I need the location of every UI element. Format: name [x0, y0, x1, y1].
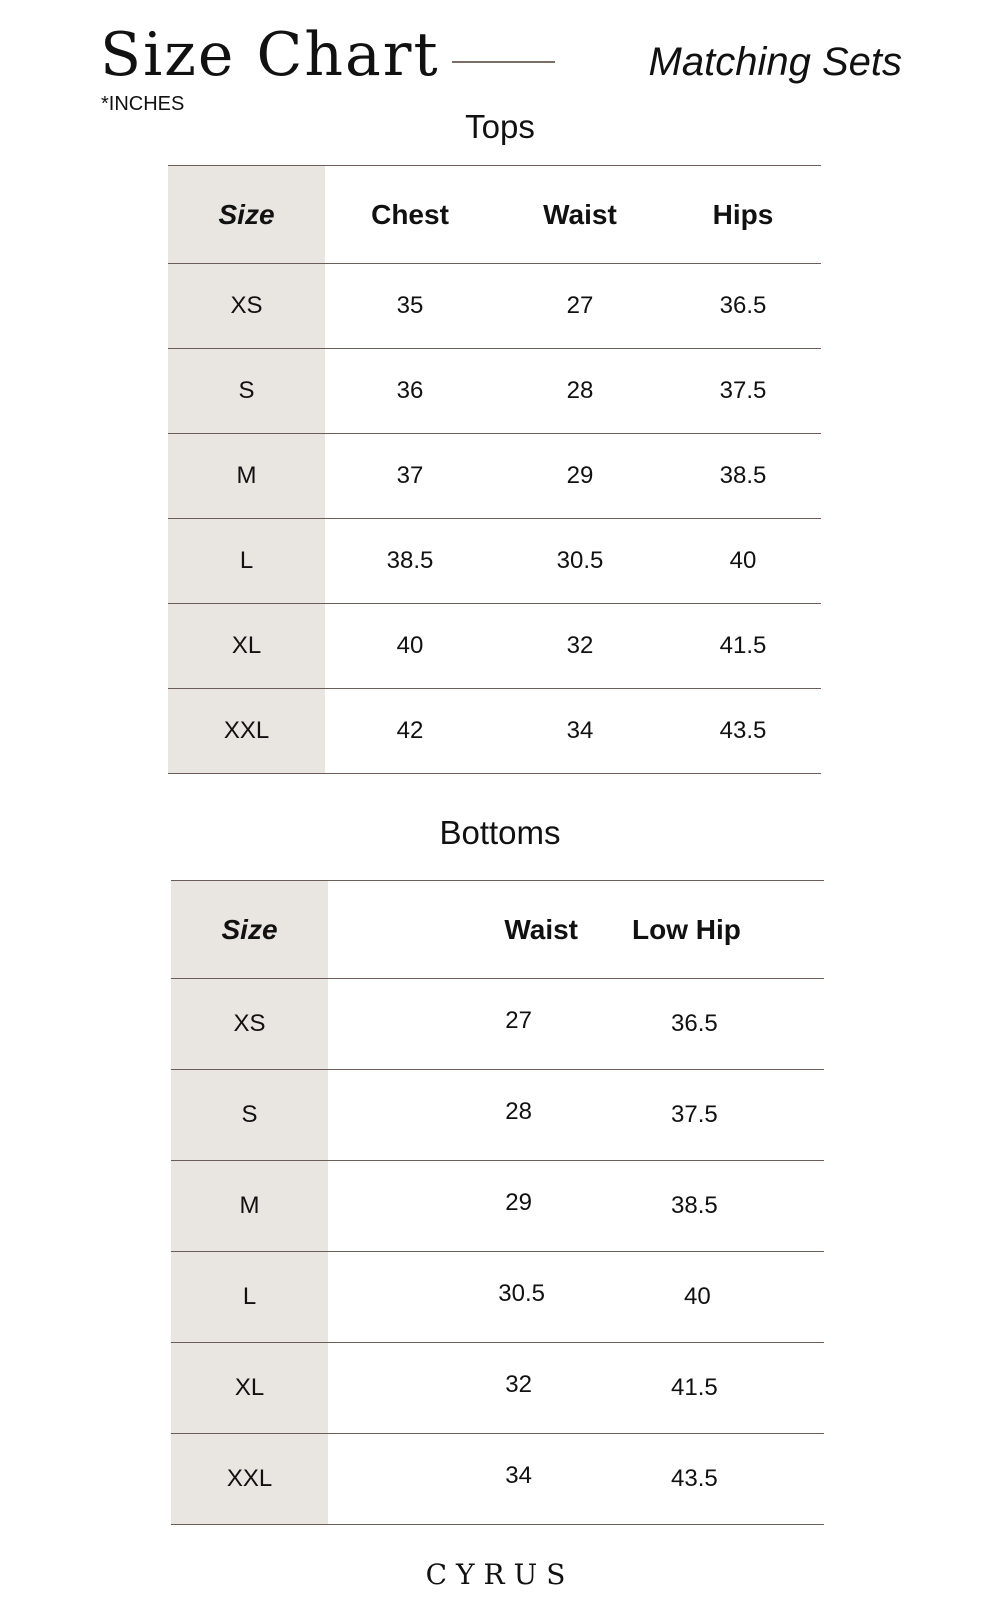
hips-cell: 43.5: [665, 689, 821, 774]
low-hip-cell: 40: [628, 1252, 824, 1343]
waist-cell: 30.5: [495, 519, 665, 604]
waist-cell: 34: [495, 689, 665, 774]
low-hip-cell: 41.5: [628, 1343, 824, 1434]
size-cell: S: [168, 349, 325, 434]
unit-note: *INCHES: [101, 93, 185, 115]
low-hip-cell: 36.5: [628, 979, 824, 1070]
table-row: [171, 1070, 824, 1161]
bottoms-size-table: [171, 880, 824, 1525]
table-row: [168, 264, 821, 349]
table-header-row: [171, 881, 824, 979]
waist-cell: 34: [328, 1434, 628, 1525]
column-header-waist: Waist: [495, 166, 665, 264]
table-row: [171, 1161, 824, 1252]
chest-cell: 42: [325, 689, 495, 774]
table-row: [168, 604, 821, 689]
table-row: [168, 349, 821, 434]
size-cell: L: [171, 1252, 328, 1343]
bottoms-section-title: Bottoms: [439, 814, 561, 851]
table-header-row: [168, 166, 821, 264]
column-header-waist: Waist: [328, 881, 628, 979]
size-cell: XL: [171, 1343, 328, 1434]
size-cell: L: [168, 519, 325, 604]
waist-cell: 30.5: [328, 1252, 628, 1343]
page-title: Size Chart: [100, 20, 440, 90]
low-hip-cell: 37.5: [628, 1070, 824, 1161]
brand-logo: CYRUS: [425, 1558, 575, 1591]
hips-cell: 36.5: [665, 264, 821, 349]
low-hip-cell: 38.5: [628, 1161, 824, 1252]
title-divider: [452, 61, 555, 63]
chest-cell: 36: [325, 349, 495, 434]
waist-cell: 27: [495, 264, 665, 349]
waist-cell: 27: [328, 979, 628, 1070]
column-header-size: Size: [168, 166, 325, 264]
waist-cell: 29: [328, 1161, 628, 1252]
waist-cell: 29: [495, 434, 665, 519]
waist-cell: 32: [495, 604, 665, 689]
table-row: [171, 1252, 824, 1343]
size-cell: M: [171, 1161, 328, 1252]
chest-cell: 38.5: [325, 519, 495, 604]
column-header-chest: Chest: [325, 166, 495, 264]
low-hip-cell: 43.5: [628, 1434, 824, 1525]
tops-size-table: [168, 165, 821, 774]
page-subtitle: Matching Sets: [648, 40, 902, 84]
size-cell: XS: [168, 264, 325, 349]
tops-section-title: Tops: [465, 108, 535, 145]
table-row: [171, 1343, 824, 1434]
size-cell: XXL: [171, 1434, 328, 1525]
column-header-size: Size: [171, 881, 328, 979]
column-header-hips: Hips: [665, 166, 821, 264]
table-row: [171, 1434, 824, 1525]
chest-cell: 40: [325, 604, 495, 689]
size-cell: XS: [171, 979, 328, 1070]
chest-cell: 37: [325, 434, 495, 519]
waist-cell: 28: [328, 1070, 628, 1161]
table-row: [168, 519, 821, 604]
waist-cell: 28: [495, 349, 665, 434]
chest-cell: 35: [325, 264, 495, 349]
size-cell: XXL: [168, 689, 325, 774]
waist-cell: 32: [328, 1343, 628, 1434]
table-row: [168, 689, 821, 774]
hips-cell: 40: [665, 519, 821, 604]
column-header-low-hip: Low Hip: [628, 881, 824, 979]
size-cell: M: [168, 434, 325, 519]
table-row: [171, 979, 824, 1070]
size-cell: S: [171, 1070, 328, 1161]
hips-cell: 37.5: [665, 349, 821, 434]
table-row: [168, 434, 821, 519]
hips-cell: 41.5: [665, 604, 821, 689]
hips-cell: 38.5: [665, 434, 821, 519]
size-cell: XL: [168, 604, 325, 689]
